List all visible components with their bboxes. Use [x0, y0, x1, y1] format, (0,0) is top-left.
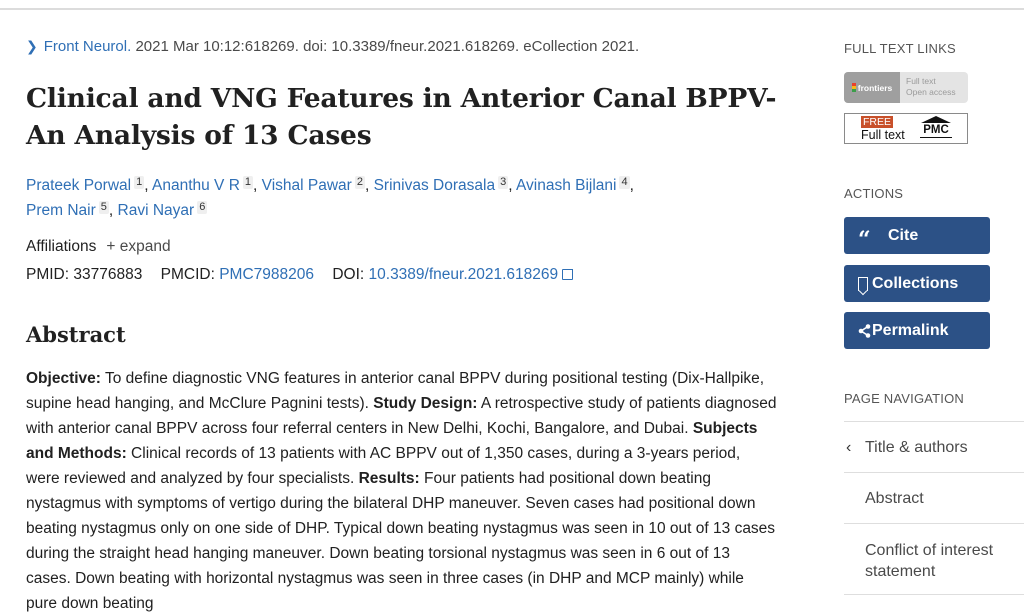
objective-label: Objective:: [26, 370, 101, 387]
doi-label: DOI:: [332, 266, 365, 283]
nav-item-abstract[interactable]: [844, 473, 1024, 524]
author-link[interactable]: Prateek Porwal: [26, 177, 132, 194]
author-link[interactable]: Avinash Bijlani: [515, 177, 617, 194]
chevron-left-icon: ‹: [846, 439, 852, 456]
affiliations-label: Affiliations: [26, 238, 97, 255]
article-title: Clinical and VNG Features in Anterior Canal BPPV-An Analysis of 13 Cases: [26, 83, 777, 151]
methods-text: Clinical records of 13 patients with AC BPPV out of 1,350 cases, during a 3-years period, were reviewed and analyzed by four specialists.: [26, 445, 741, 487]
share-icon: [844, 324, 872, 338]
cite-label: Cite: [888, 226, 919, 244]
results-text: Four patients had positional down beating nystagmus with symptoms of vertigo during the bilateral DHP maneuver. Seven cases had positional down beating nystagmus only on one side of DHP. Typical down beating nystagmus was seen in 10 out of 13 cases during the straight head hanging maneuver. Down beating torsional nystagmus was seen in 6 out of 13 cases. Down beating with horizontal nystagmus was seen in three cases (in DHP and MCP mainly) while pure down beating: [26, 470, 776, 612]
quote-icon: “: [858, 226, 871, 253]
author-list: Prateek Porwal 1 , Ananthu V R 1 , Vishal Pawar 2 , Srinivas Dorasala 3 , Avinash Bijlani 4 , Prem Nair 5 , Ravi Nayar 6: [26, 176, 634, 219]
chevron-right-icon[interactable]: ❯: [26, 38, 38, 54]
expand-affiliations-button[interactable]: + expand: [106, 238, 171, 255]
top-divider: [0, 8, 1024, 10]
methods-label: Subjects and Methods:: [26, 420, 758, 462]
abstract-text: [26, 366, 778, 614]
identifiers-row: [26, 266, 573, 284]
external-link-icon[interactable]: [562, 269, 573, 280]
study-design-text: A retrospective study of patients diagnosed with anterior canal BPPV across four referral centers in New Delhi, Kochi, Bangalore, and Dubai.: [26, 395, 777, 437]
permalink-button[interactable]: [844, 312, 990, 349]
journal-link[interactable]: Front Neurol.: [43, 38, 132, 55]
pmcid-link[interactable]: PMC7988206: [219, 266, 315, 283]
full-text-links-heading: FULL TEXT LINKS: [844, 41, 956, 56]
citation-line: [26, 38, 639, 55]
pmc-free-full-text-link[interactable]: [844, 113, 968, 144]
free-badge: FREE: [863, 116, 892, 128]
results-label: Results:: [358, 470, 420, 487]
pmc-full-text-label: Full text: [861, 128, 905, 142]
citation-details: 2021 Mar 10:12:618269. doi: 10.3389/fneur.2021.618269. eCollection 2021.: [131, 38, 640, 55]
affiliation-number[interactable]: 2: [356, 176, 363, 188]
affiliation-number[interactable]: 3: [500, 176, 507, 188]
pmid-value: 33776883: [73, 266, 143, 283]
cite-button[interactable]: [844, 217, 990, 254]
affiliation-number[interactable]: 6: [199, 201, 206, 213]
frontiers-logo: frontiers: [844, 72, 900, 103]
bookmark-icon: [844, 277, 872, 291]
author-link[interactable]: Ananthu V R: [152, 177, 240, 194]
pmid-label: PMID:: [26, 266, 70, 283]
frontiers-line2: Open access: [906, 87, 956, 97]
nav-item-conflict-of-interest[interactable]: [844, 524, 1024, 595]
page-navigation-heading: PAGE NAVIGATION: [844, 391, 965, 406]
study-design-label: Study Design:: [373, 395, 478, 412]
author-link[interactable]: Ravi Nayar: [117, 202, 195, 219]
affiliations-row: [26, 238, 171, 256]
nav-item-label: Conflict of interest statement: [865, 542, 994, 580]
abstract-heading: Abstract: [26, 322, 126, 347]
page-navigation-list: [844, 421, 1024, 595]
nav-item-label: Title & authors: [865, 439, 968, 456]
affiliation-number[interactable]: 1: [244, 176, 252, 188]
pmcid-label: PMCID:: [160, 266, 215, 283]
author-link[interactable]: Srinivas Dorasala: [373, 177, 496, 194]
actions-heading: ACTIONS: [844, 186, 904, 201]
objective-text: To define diagnostic VNG features in anterior canal BPPV during positional testing (Dix-Hallpike, supine head hanging, and McClure Pagnini tests).: [26, 370, 765, 412]
affiliation-number[interactable]: 4: [621, 176, 628, 188]
permalink-label: Permalink: [872, 321, 949, 339]
pmc-logo-icon: PMC: [920, 116, 952, 138]
author-link[interactable]: Vishal Pawar: [261, 177, 352, 194]
collections-button[interactable]: [844, 265, 990, 302]
frontiers-full-text-link[interactable]: [844, 72, 968, 103]
doi-link[interactable]: 10.3389/fneur.2021.618269: [368, 266, 559, 283]
nav-item-title-authors[interactable]: [844, 422, 1024, 473]
affiliation-number[interactable]: 1: [136, 176, 143, 188]
author-link[interactable]: Prem Nair: [26, 202, 96, 219]
affiliation-number[interactable]: 5: [100, 201, 107, 213]
nav-item-label: Abstract: [865, 490, 924, 507]
frontiers-line1: Full text: [906, 76, 936, 86]
collections-label: Collections: [872, 274, 959, 292]
